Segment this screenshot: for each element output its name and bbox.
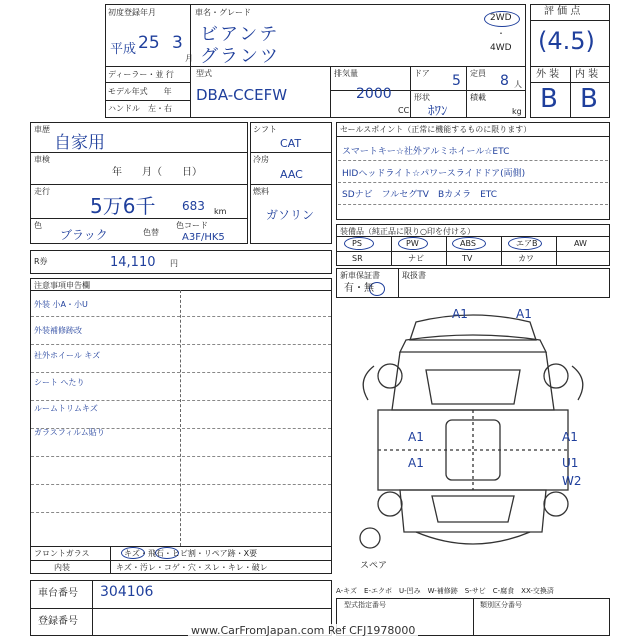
katashiki-label: 型式 <box>196 69 212 78</box>
equip-tv: TV <box>462 254 473 263</box>
recycle-amount: 14,110 <box>110 255 156 270</box>
color: ブラック <box>60 228 108 242</box>
sales-line-1: スマートキー☆社外アルミホイール☆ETC <box>342 147 510 157</box>
color-code: A3F/HK5 <box>182 232 225 243</box>
front-glass-value: キズ・飛石・ヒビ割・リペア跡・X要 <box>124 549 258 558</box>
damage-mark-3: A1 <box>408 430 424 444</box>
note-line-6: ガラスフィルム貼り <box>34 428 105 437</box>
manual-label: 取扱書 <box>402 271 426 280</box>
era: 平成 <box>110 42 137 57</box>
door-label: ドア <box>414 69 430 78</box>
equip-airbag: エアB <box>516 239 538 248</box>
cc-unit: CC <box>398 106 410 115</box>
shape: ﾎﾜﾝ <box>428 104 448 119</box>
watermark: www.CarFromJapan.com Ref CFJ1978000 <box>188 624 418 637</box>
month-unit: 月 <box>185 54 193 63</box>
mileage-small: 683 <box>182 199 205 213</box>
score-label: 評 価 点 <box>544 6 581 17</box>
damage-mark-1: A1 <box>452 307 468 321</box>
equipment-label: 装備品（純正品に限り○印を付ける） <box>340 227 475 236</box>
note-line-3: 社外ホイール キズ <box>34 351 101 360</box>
yen-unit: 円 <box>170 259 178 268</box>
notes-box <box>30 278 332 574</box>
fuel: ガソリン <box>266 208 315 222</box>
drive-2wd: 2WD <box>490 13 512 23</box>
ac-label: 冷房 <box>253 155 269 164</box>
damage-legend: A-キズ E-エクボ U-凹み W-補修跡 S-サビ C-腐食 XX-交換済 <box>336 587 554 595</box>
reg-year: 25 <box>138 33 160 53</box>
equip-ps: PS <box>352 239 362 248</box>
shift: CAT <box>280 137 302 150</box>
car-name-line2: グランツ <box>200 46 280 67</box>
km-unit: km <box>214 207 227 216</box>
capacity: 8 <box>500 73 509 89</box>
drive-4wd: 4WD <box>490 43 512 53</box>
displacement: 2000 <box>356 86 392 102</box>
spare-label: スペア <box>360 561 388 571</box>
notes-label: 注意事項申告欄 <box>34 281 90 290</box>
handle-label: ハンドル 左・右 <box>108 104 172 113</box>
seal-label: 型式指定番号 <box>344 601 386 609</box>
car-name-label: 車名・グレード <box>195 8 251 17</box>
ac: AAC <box>280 168 303 181</box>
sales-line-2: HIDヘッドライト☆パワースライドドア(両側) <box>342 169 526 179</box>
fuel-label: 燃料 <box>253 187 269 196</box>
shift-label: シフト <box>253 125 277 134</box>
mileage-label: 走行 <box>34 187 50 196</box>
damage-mark-6: U1 <box>562 456 579 470</box>
katashiki: DBA-CCEFW <box>196 86 288 104</box>
drive-dot: ・ <box>497 29 505 38</box>
equip-abs: ABS <box>460 239 476 248</box>
equip-leather: カワ <box>518 254 534 263</box>
reg-number-label: 登録番号 <box>38 616 78 627</box>
interior-grade: B <box>580 84 598 114</box>
equip-navi: ナビ <box>408 254 424 263</box>
sales-line-3: SDナビ フルセグTV Bカメラ ETC <box>342 190 498 200</box>
usage-label: 車歴 <box>34 125 50 134</box>
class-label: 類別区分番号 <box>480 601 522 609</box>
equip-pw: PW <box>406 239 419 248</box>
equip-sr: SR <box>352 254 363 263</box>
warranty-label: 新車保証書 <box>340 271 380 280</box>
damage-mark-5: A1 <box>408 456 424 470</box>
reg-month: 3 <box>172 33 183 53</box>
front-glass-label: フロントガラス <box>34 549 90 558</box>
inspection-value: 年 月（ 日） <box>112 167 202 178</box>
exterior-label: 外 装 <box>536 69 560 80</box>
damage-mark-2: A1 <box>516 307 532 321</box>
interior-cond-label: 内装 <box>54 563 70 572</box>
score: (4.5) <box>538 27 595 55</box>
displacement-label: 排気量 <box>334 69 358 78</box>
sales-label: セールスポイント（正常に機能するものに限ります） <box>340 125 532 134</box>
interior-cond-value: キズ・汚レ・コゲ・穴・スレ・キレ・破レ <box>116 563 268 572</box>
chassis-label: 車台番号 <box>38 588 78 599</box>
damage-mark-4: A1 <box>562 430 578 444</box>
note-line-4: シート へたり <box>34 378 85 387</box>
shape-label: 形状 <box>414 93 430 102</box>
dealer-label: ディーラー・並 行 <box>108 70 174 79</box>
kg-unit: kg <box>512 107 522 116</box>
usage: 自家用 <box>54 133 105 153</box>
note-line-1: 外装 小A・小U <box>34 300 88 309</box>
capacity-unit: 人 <box>514 80 522 89</box>
capacity-label: 定員 <box>470 69 486 78</box>
mileage-hand: 5万6千 <box>90 194 156 218</box>
interior-label: 内 装 <box>575 69 599 80</box>
doors: 5 <box>452 73 461 89</box>
color-change-label: 色替 <box>143 228 159 237</box>
equip-aw: AW <box>574 239 587 248</box>
color-code-label: 色コード <box>176 221 208 230</box>
inspection-label: 車検 <box>34 155 50 164</box>
color-label: 色 <box>34 221 42 230</box>
first-reg-label: 初度登録年月 <box>108 8 156 17</box>
note-line-5: ルームトリムキズ <box>34 404 98 413</box>
damage-mark-7: W2 <box>562 474 582 488</box>
recycle-box <box>30 250 332 274</box>
recycle-label: R券 <box>34 257 48 266</box>
warranty-value: 有・無 <box>344 283 374 294</box>
exterior-grade: B <box>540 84 558 114</box>
car-name-line1: ビアンテ <box>200 24 280 45</box>
note-line-2: 外装補修跡改 <box>34 326 82 335</box>
load-label: 積載 <box>470 93 486 102</box>
model-year-label: モデル年式 年 <box>108 87 172 96</box>
chassis-value: 304106 <box>100 584 154 600</box>
